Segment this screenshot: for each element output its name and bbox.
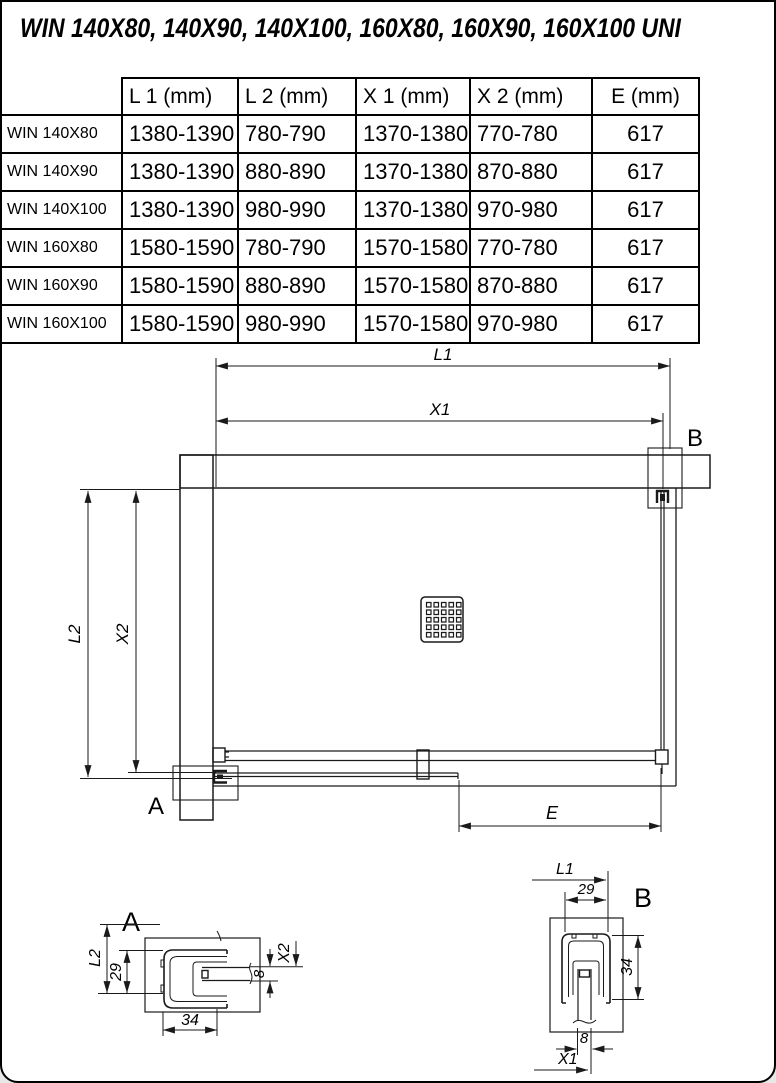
dim-label: 8 <box>251 969 268 979</box>
wall-glass-bracket-insert <box>217 775 223 780</box>
cell-x1: 1370-1380 <box>356 191 470 229</box>
track-wall-bracket <box>213 748 225 762</box>
dim-label: 29 <box>108 963 125 981</box>
track-end-block <box>656 750 669 764</box>
cell-x1: 1370-1380 <box>356 115 470 153</box>
detail-a-plan-label: A <box>148 793 165 820</box>
cell-l2: 880-890 <box>238 153 356 191</box>
profile-glass-pocket <box>573 961 599 995</box>
drain-grate-holes <box>427 603 462 638</box>
plan-dim-l2 <box>65 490 232 779</box>
cell-x1: 1570-1580 <box>356 267 470 305</box>
cell-l1: 1580-1590 <box>122 267 238 305</box>
glass-edge-cap <box>202 971 208 979</box>
col-header-x2: X 2 (mm) <box>470 78 592 115</box>
dim-label: 34 <box>619 958 636 976</box>
cell-e: 617 <box>592 267 699 305</box>
page-title: WIN 140X80, 140X90, 140X100, 160X80, 160X90, 160X100 UNI <box>20 13 681 43</box>
detail-a-title: A <box>122 907 141 937</box>
cell-e: 617 <box>592 191 699 229</box>
cell-e: 617 <box>592 229 699 267</box>
detail-a-dim-8 <box>250 949 278 998</box>
plan-dim-x1 <box>216 400 663 489</box>
leader-tick <box>217 931 221 941</box>
dim-label-x1: X1 <box>429 400 451 419</box>
row-label: WIN 140X80 <box>2 115 122 153</box>
plan-dim-x2 <box>113 491 216 773</box>
plan-view <box>65 345 710 832</box>
detail-a-dim-34 <box>163 1009 217 1036</box>
glass-edge-cap <box>580 970 590 977</box>
detail-b-dim-34 <box>612 936 644 1000</box>
drain-grate <box>421 597 463 642</box>
cell-l1: 1580-1590 <box>122 305 238 343</box>
dim-label: L1 <box>556 861 574 878</box>
dim-label-l1: L1 <box>433 345 453 364</box>
cell-l2: 780-790 <box>238 115 356 153</box>
top-glass-bracket-insert <box>660 494 665 501</box>
detail-b-section <box>532 861 652 1074</box>
row-label: WIN 160X80 <box>2 229 122 267</box>
cell-l1: 1580-1590 <box>122 229 238 267</box>
cell-l1: 1380-1390 <box>122 153 238 191</box>
profile-inner <box>569 941 604 997</box>
plan-dim-e <box>459 768 661 832</box>
profile-inner <box>170 957 227 1002</box>
row-label: WIN 140X100 <box>2 191 122 229</box>
detail-a-dim-x2 <box>250 941 303 967</box>
detail-a-profile <box>161 931 252 1008</box>
col-header-l2: L 2 (mm) <box>238 78 356 115</box>
cell-x2: 870-880 <box>470 153 592 191</box>
cell-x1: 1570-1580 <box>356 229 470 267</box>
detail-a-section <box>87 907 303 1036</box>
detail-a-dim-29 <box>108 951 163 994</box>
cell-l2: 980-990 <box>238 305 356 343</box>
cell-l2: 980-990 <box>238 191 356 229</box>
dim-label: L2 <box>87 949 104 967</box>
col-header-l1: L 1 (mm) <box>122 78 238 115</box>
cell-l1: 1380-1390 <box>122 191 238 229</box>
dim-label: X1 <box>558 1051 578 1068</box>
detail-b-plan-label: B <box>687 425 704 452</box>
cell-x2: 970-980 <box>470 305 592 343</box>
detail-b-title: B <box>634 883 653 913</box>
glass-break-symbol <box>573 1020 596 1023</box>
cell-x2: 770-780 <box>470 115 592 153</box>
col-header-x1: X 1 (mm) <box>356 78 470 115</box>
wall-top-hatched <box>180 455 710 488</box>
row-label: WIN 160X100 <box>2 305 122 343</box>
cell-e: 617 <box>592 305 699 343</box>
dim-label: X2 <box>276 943 293 963</box>
dim-label-x2: X2 <box>113 623 132 645</box>
cell-l1: 1380-1390 <box>122 115 238 153</box>
cell-e: 617 <box>592 115 699 153</box>
door-handle-bracket <box>417 750 429 779</box>
cell-e: 617 <box>592 153 699 191</box>
col-header-e: E (mm) <box>592 78 699 115</box>
detail-b-dim-x1 <box>534 1051 588 1070</box>
cell-x2: 770-780 <box>470 229 592 267</box>
cell-l2: 780-790 <box>238 229 356 267</box>
detail-b-profile <box>562 934 610 1023</box>
cell-l2: 880-890 <box>238 267 356 305</box>
dim-label-e: E <box>545 803 559 823</box>
profile-outer <box>164 950 227 1008</box>
dim-label: 29 <box>577 881 595 898</box>
dim-label: 34 <box>181 1012 199 1029</box>
cell-x1: 1570-1580 <box>356 305 470 343</box>
dim-label-l2: L2 <box>65 624 84 644</box>
cell-x2: 870-880 <box>470 267 592 305</box>
cell-x2: 970-980 <box>470 191 592 229</box>
detail-b-dim-29 <box>565 881 606 932</box>
cell-x1: 1370-1380 <box>356 153 470 191</box>
dim-label: 8 <box>579 1030 589 1047</box>
detail-b-dim-l1 <box>532 861 608 932</box>
detail-a-callout-box <box>173 766 238 800</box>
wall-left-hatched <box>180 455 213 820</box>
row-label: WIN 140X90 <box>2 153 122 191</box>
row-label: WIN 160X90 <box>2 267 122 305</box>
